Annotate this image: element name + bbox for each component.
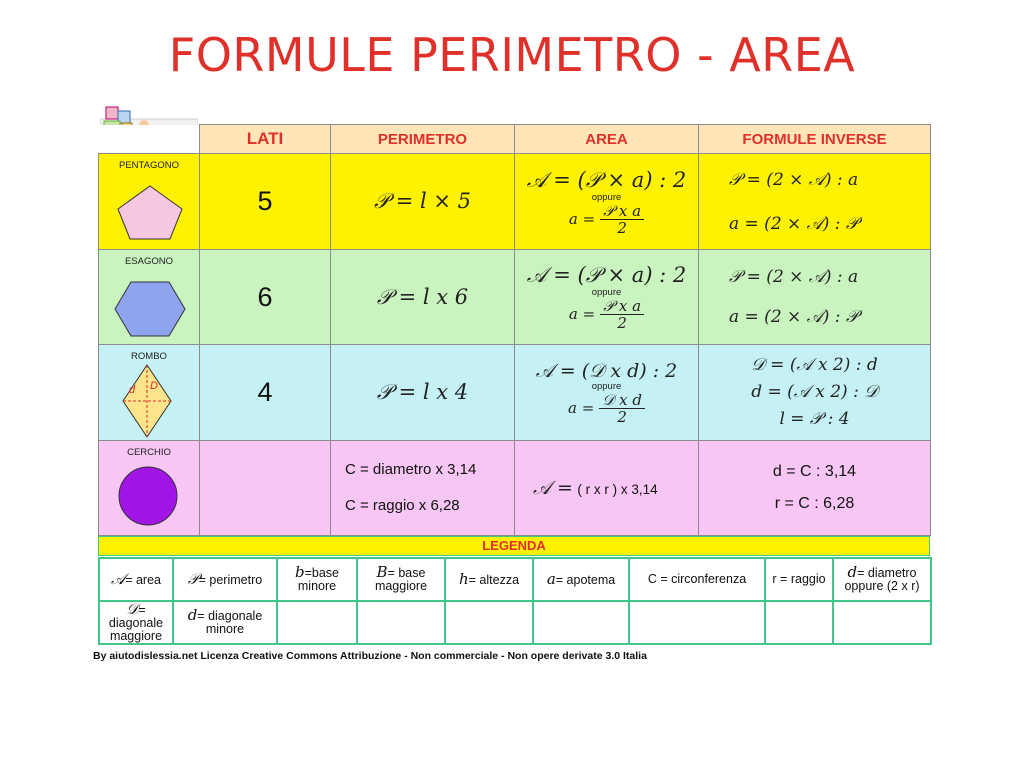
lati-value <box>200 441 331 536</box>
inverse-formula: d = C : 3,14 <box>772 463 857 480</box>
shape-cell-rombo <box>99 345 200 441</box>
inverse-formula: 𝒫 = (2 × 𝒜) : a <box>729 267 859 287</box>
circle-shape <box>117 465 179 527</box>
legend-empty <box>445 601 533 644</box>
apotema-lhs: a = <box>568 399 595 417</box>
oppure-label: oppure <box>591 381 622 392</box>
perimetro-formula: 𝒫 = l x 6 <box>331 250 515 345</box>
license-credit: By aiutodislessia.net Licenza Creative Commons Attribuzione - Non commerciale - Non opere derivate 3.0 Italia <box>93 650 647 662</box>
header-perimetro: PERIMETRO <box>331 125 515 154</box>
legend-empty <box>357 601 445 644</box>
legend-item-apotema: a= apotema <box>533 558 629 601</box>
legend-item-altezza: h= altezza <box>445 558 533 601</box>
area-formula: 𝒜 = (𝒟 x d) : 2 <box>535 360 678 382</box>
legend-empty <box>629 601 765 644</box>
legend-item-base-maggiore: B= base maggiore <box>357 558 445 601</box>
lati-value: 6 <box>200 250 331 345</box>
header-lati: LATI <box>200 125 331 154</box>
formula-table <box>98 124 931 536</box>
svg-text:D: D <box>150 380 158 392</box>
legend-table <box>98 557 932 645</box>
apotema-fraction <box>600 203 644 236</box>
legend-item-perimetro: 𝒫= perimetro <box>173 558 277 601</box>
area-formula-cell <box>515 250 699 345</box>
legend-item-circonferenza: C = circonferenza <box>629 558 765 601</box>
legend-title: LEGENDA <box>98 536 930 556</box>
apotema-lhs: a = <box>568 305 596 323</box>
lati-value: 4 <box>200 345 331 441</box>
legend-item-area: 𝒜= area <box>99 558 173 601</box>
area-formula-cell <box>515 441 699 536</box>
inverse-formula: a = (2 × 𝒜) : 𝒫 <box>729 307 859 327</box>
inverse-formula: 𝒫 = (2 × 𝒜) : a <box>729 169 859 190</box>
shape-label: CERCHIO <box>127 447 171 458</box>
perimetro-formula: C = diametro x 3,14 <box>345 461 477 478</box>
legend-item-diametro: d= diametro oppure (2 x r) <box>833 558 931 601</box>
area-formula: 𝒜 = (𝒫 × a) : 2 <box>526 167 687 192</box>
shape-cell-cerchio <box>99 441 200 536</box>
fraction-denominator: 2 <box>617 408 627 426</box>
area-formula-cell <box>515 154 699 250</box>
inverse-formulas-cell <box>699 441 931 536</box>
fraction-numerator: 𝒫 x a <box>600 298 644 315</box>
inverse-formula: d = (𝒜 x 2) : 𝒟 <box>751 382 878 402</box>
area-fraction <box>599 392 645 425</box>
shape-cell-pentagono <box>99 154 200 250</box>
pentagon-shape <box>114 182 186 242</box>
page-title: FORMULE PERIMETRO - AREA <box>168 28 856 82</box>
fraction-numerator: 𝒫 x a <box>600 203 644 220</box>
svg-text:d: d <box>129 384 136 396</box>
inverse-formulas-cell <box>699 250 931 345</box>
perimetro-formulas-cell <box>331 441 515 536</box>
legend-item-diagonale-maggiore: 𝒟= diagonale maggiore <box>99 601 173 644</box>
header-area: AREA <box>515 125 699 154</box>
legend-item-diagonale-minore: d= diagonale minore <box>173 601 277 644</box>
header-empty <box>99 125 200 154</box>
legend-item-raggio: r = raggio <box>765 558 833 601</box>
shape-label: PENTAGONO <box>119 160 179 171</box>
legend-empty <box>833 601 931 644</box>
lati-value: 5 <box>200 154 331 250</box>
perimetro-formula: C = raggio x 6,28 <box>345 497 460 514</box>
legend-empty <box>277 601 357 644</box>
inverse-formula: a = (2 × 𝒜) : 𝒫 <box>729 213 859 234</box>
fraction-denominator: 2 <box>617 218 627 237</box>
apotema-lhs: a = <box>568 209 596 228</box>
area-formula: ( r x r ) x 3,14 <box>577 482 658 497</box>
inverse-formula: 𝒟 = (𝒜 x 2) : d <box>751 355 878 375</box>
legend-empty <box>533 601 629 644</box>
hexagon-shape <box>113 278 187 340</box>
shape-label: ROMBO <box>131 351 167 362</box>
fraction-denominator: 2 <box>617 314 627 332</box>
inverse-formulas-cell <box>699 154 931 250</box>
rhombus-shape <box>117 363 177 439</box>
area-formula-cell <box>515 345 699 441</box>
apotema-fraction <box>600 298 644 331</box>
legend-item-base-minore: b=base minore <box>277 558 357 601</box>
inverse-formula: r = C : 6,28 <box>774 495 855 512</box>
legend-empty <box>765 601 833 644</box>
oppure-label: oppure <box>591 191 622 203</box>
perimetro-formula: 𝒫 = l × 5 <box>331 154 515 250</box>
inverse-formulas-cell <box>699 345 931 441</box>
shape-label: ESAGONO <box>124 256 174 267</box>
header-formule-inverse: FORMULE INVERSE <box>699 125 931 154</box>
shape-cell-esagono <box>99 250 200 345</box>
area-symbol: 𝒜 = <box>533 477 573 499</box>
perimetro-formula: 𝒫 = l x 4 <box>331 345 515 441</box>
area-formula: 𝒜 = (𝒫 × a) : 2 <box>526 263 687 287</box>
inverse-formula: l = 𝒫 : 4 <box>779 409 850 429</box>
fraction-numerator: 𝒟 x d <box>599 392 645 409</box>
oppure-label: oppure <box>591 287 622 298</box>
